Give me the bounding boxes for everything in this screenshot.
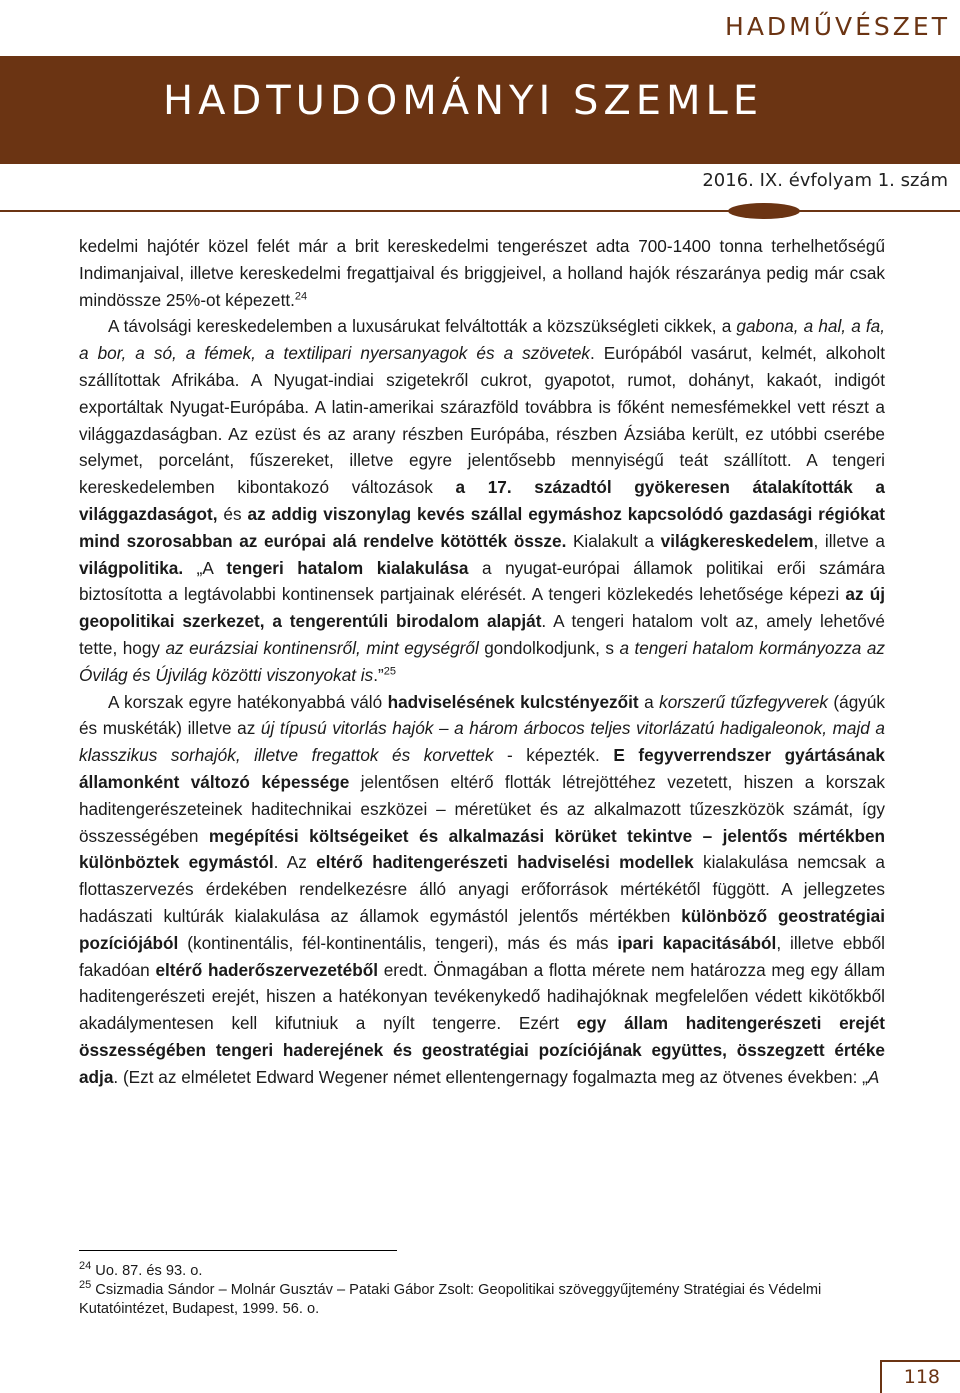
text-run: különböző geostratégiai pozíciójából	[79, 905, 885, 953]
section-label: HADMŰVÉSZET	[725, 12, 950, 41]
footnote-ref: 25	[383, 665, 396, 678]
text-run: világkereskedelem	[660, 530, 814, 551]
text-run: A korszak egyre hatékonyabbá váló	[108, 691, 388, 712]
footnotes	[79, 1262, 899, 1319]
page-number-box	[880, 1360, 960, 1393]
text-run: új típusú vitorlás hajók – a három árbocos teljes vitorlázatú hadigaleonok, majd a klasszikus sorhajók, illetve fregattok és korvettek	[79, 718, 885, 766]
text-run: jelentősen eltérő flották létrejöttéhez vezetett, hiszen a korszak haditengerészeteinek haditechnikai eszközei – méretüket és az alkalmazott tűzeszközök számát, így összességében	[79, 771, 885, 846]
text-run: E fegyverrendszer gyártásának államonként változó képessége	[79, 745, 885, 792]
text-run: hadviselésének kulcstényezőit	[387, 691, 639, 712]
text-run: a	[638, 691, 660, 712]
text-run: . Európából vasárut, kelmét, alkoholt szállítottak Afrikába. A Nyugat-indiai szigetekről cukrot, gyapotot, rumot, dohányt, kakaót, indigót exportáltak Nyugat-Európába. A latin-amerikai szárazföld továbbra is főként nemesfémekkel vett részt a világgazdaságban. Az ezüst és az arany részben Európába, részben Ázsiába került, ez utóbbi cserébe selymet, porcelánt, fűszereket, illetve egyre jelentősebb mennyiségű teát szállított. A tengeri kereskedelemben kibontakozó változások	[79, 343, 885, 498]
issue-info: 2016. IX. évfolyam 1. szám	[702, 170, 948, 191]
text-run: eredt. Önmagában a flotta mérete nem határozza meg egy állam haditengerészeti erejét, hiszen a hatékonyan tevékenykedő hadihajóknak megfelelően védett kikötőkből akadálymentesen kell kifutniuk a nyílt tengerre. Ezért	[79, 959, 886, 1034]
text-run: tengeri hatalom kialakulása	[226, 557, 469, 578]
text-run: korszerű tűzfegyverek	[659, 691, 828, 712]
footnote-24-text: Uo. 87. és 93. o.	[91, 1263, 203, 1279]
paragraph-1	[79, 233, 885, 313]
text-run: . A tengeri hatalom volt az, amely lehetővé tette, hogy	[79, 611, 885, 658]
text-run: egy állam haditengerészeti erejét összességében tengeri haderejének és geostratégiai pozíciójának együttes, összegzett értéke adja	[79, 1013, 885, 1087]
footnote-25	[79, 1281, 899, 1319]
text-run: az eurázsiai kontinensről, mint egységről	[165, 637, 479, 658]
text-run: .”	[373, 664, 384, 685]
text-run: világpolitika.	[79, 557, 184, 578]
text-run: a 17. századtól gyökeresen átalakították a világgazdaságot,	[79, 477, 885, 524]
footnote-24-number: 24	[79, 1260, 92, 1273]
text-run: eltérő haditengerészeti hadviselési modellek	[316, 852, 694, 873]
article-body	[79, 233, 885, 1091]
footnote-25-number: 25	[79, 1279, 92, 1292]
text-run: , illetve a	[813, 530, 885, 551]
text-run: , illetve ebből fakadóan	[79, 932, 885, 980]
paragraph-2	[79, 313, 885, 688]
text-run: ipari kapacitásából	[617, 932, 777, 953]
text-run: és	[217, 503, 248, 524]
text-run: megépítési költségeiket és alkalmazási körüket tekintve – jelentős mértékben különböztek egymástól	[79, 825, 885, 873]
text-run: az új geopolitikai szerkezet, a tengerentúli birodalom alapját	[79, 584, 885, 632]
footnote-25-text: Csizmadia Sándor – Molnár Gusztáv – Pataki Gábor Zsolt: Geopolitikai szöveggyűjtemény Stratégiai és Védelmi Kutatóintézet, Budapest, 1999. 56. o.	[79, 1282, 822, 1317]
journal-title: HADTUDOMÁNYI SZEMLE	[163, 78, 764, 124]
page-number: 118	[903, 1366, 940, 1388]
text-run: A	[867, 1066, 880, 1087]
text-run: „A	[183, 557, 227, 578]
rule-ornament	[728, 203, 800, 219]
text-run: - képezték.	[493, 745, 614, 766]
text-run: . Az	[273, 852, 317, 873]
footnote-ref: 24	[294, 289, 308, 302]
text-run: az addig viszonylag kevés szállal egymáshoz kapcsolódó gazdasági régiókat mind szorosabban az európai alá rendelve kötötték össze.	[79, 503, 886, 551]
text-run: a nyugat-európai államok politikai erői számára biztosította a legtávolabbi kontinensek partjainak elérését. A tengeri közlekedés lehetősége képezi	[79, 557, 885, 605]
text-run: gondolkodjunk, s	[478, 637, 620, 658]
text-run: Kialakult a	[566, 530, 661, 551]
text-run: (ágyúk és muskéták) illetve az	[79, 691, 886, 739]
text-run: . (Ezt az elméletet Edward Wegener német ellentengernagy fogalmazta meg az ötvenes években: „	[113, 1066, 868, 1087]
text-run: eltérő haderőszervezetéből	[155, 959, 378, 980]
text-run: a tengeri hatalom kormányozza az Óvilág és Újvilág közötti viszonyokat is	[79, 637, 885, 685]
header-rule	[0, 210, 960, 212]
footnote-24	[79, 1262, 899, 1281]
text-run: (kontinentális, fél-kontinentális, tengeri), más és más	[178, 932, 618, 953]
text-run: kedelmi hajótér közel felét már a brit kereskedelmi tengerészet adta 700-1400 tonna terhelhetőségű Indimanjaival, illetve kereskedelmi fregattjaival és briggjeivel, a holland hajók részaránya pedig már csak mindössze 25%-ot képezett.	[79, 236, 885, 310]
paragraph-3	[79, 689, 885, 1091]
journal-banner	[0, 56, 960, 164]
text-run: A távolsági kereskedelemben a luxusárukat felváltották a közszükségleti cikkek, a	[108, 316, 737, 337]
text-run: kialakulása nemcsak a flottaszervezés érdekében rendelkezésre álló anyagi erőforrások mértékétől függött. A jellegzetes hadászati kultúrák kialakulása az államok egymástól jelentős mértékben	[79, 852, 885, 926]
text-run: gabona, a hal, a fa, a bor, a só, a fémek, a textilipari nyersanyagok és a szövetek	[79, 316, 885, 364]
footnote-separator	[79, 1250, 397, 1251]
